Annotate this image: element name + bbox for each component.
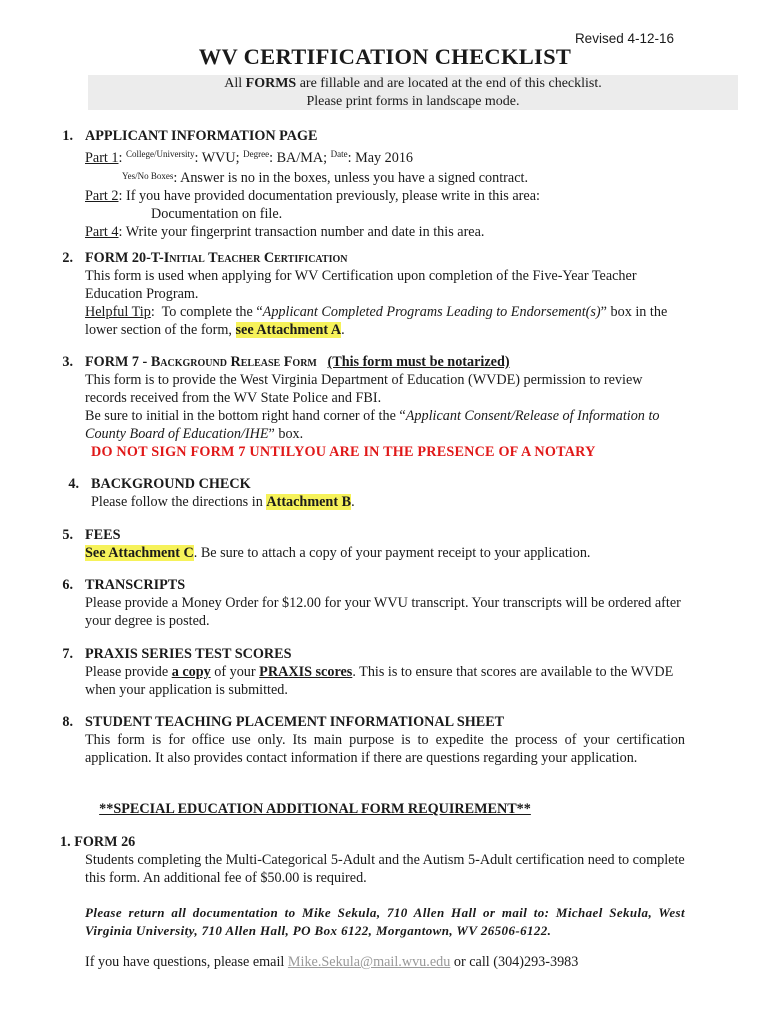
section-praxis	[62, 645, 685, 699]
part2-line: Part 2: If you have provided documentation previously, please write in this area:	[85, 188, 540, 204]
heading-part-a: FORM 7 -	[85, 354, 151, 370]
section-heading	[85, 353, 685, 371]
date-label: Date	[330, 149, 348, 159]
transcripts-text: Please provide a Money Order for $12.00 for your WVU transcript. Your transcripts will be ordered after your degree is posted.	[85, 595, 681, 629]
praxis-copy: a copy	[171, 664, 211, 680]
section-transcripts	[62, 576, 685, 630]
form26-text: Students completing the Multi-Categorical 5-Adult and the Autism 5-Adult certification need to complete this form. An additional fee of $50.00 is required.	[85, 852, 685, 886]
contact-post: or call (304)293-3983	[450, 954, 579, 970]
special-education-heading: **SPECIAL EDUCATION ADDITIONAL FORM REQUIREMENT**	[99, 801, 531, 817]
praxis-mid: of your	[210, 664, 260, 680]
contact-line	[85, 953, 705, 971]
section-heading: APPLICANT INFORMATION PAGE	[85, 128, 318, 144]
section-heading: PRAXIS SERIES TEST SCORES	[85, 646, 292, 662]
part4-text: Write your fingerprint transaction number and date in this area.	[125, 224, 485, 240]
yesno-line: $^{Yes/No Boxes}$: Answer is no in the boxes, unless you have a signed contract.	[122, 170, 528, 186]
section-number: 2.	[62, 250, 73, 266]
banner-text-pre: All	[224, 76, 246, 91]
tip-period: .	[341, 322, 345, 338]
section-number: 8.	[62, 714, 73, 730]
section-background-check	[68, 475, 691, 511]
heading-part-b: Initial Teacher Certification	[163, 250, 348, 266]
section-form-26	[60, 833, 685, 887]
document-title: WV CERTIFICATION CHECKLIST	[198, 44, 572, 69]
praxis-post: . This is to ensure that scores are available to the WVDE when your application is submitted.	[85, 664, 674, 698]
yesno-label: Yes/No Boxes	[122, 171, 174, 181]
return-instructions: Please return all documentation to Mike Sekula, 710 Allen Hall or mail to: Michael Sekula, West Virginia University, 710 Allen Hall, PO Box 6122, Morgantown, WV 26506-6122.	[85, 905, 685, 938]
notarized-note: (This form must be notarized)	[327, 354, 510, 370]
forms-notice-banner	[88, 75, 738, 110]
heading-part-b: Background Release Form	[150, 354, 317, 370]
form20t-description: This form is used when applying for WV Certification upon completion of the Five-Year Teacher Education Program.	[85, 268, 637, 302]
attachment-c-highlight: See Attachment C	[85, 545, 194, 561]
email-link[interactable]: Mike.Sekula@mail.wvu.edu	[287, 954, 451, 970]
part4-line: Part 4: Write your fingerprint transaction number and date in this area.	[85, 224, 485, 240]
form7-initial-instruction	[85, 407, 685, 443]
college-value: WVU;	[201, 150, 240, 166]
section-heading: STUDENT TEACHING PLACEMENT INFORMATIONAL SHEET	[85, 714, 505, 730]
banner-text-post: are fillable and are located at the end of this checklist.	[296, 76, 602, 91]
tip-post: ” box in the lower section of the form,	[85, 304, 668, 338]
section-applicant-info	[62, 127, 685, 241]
part2-text: If you have provided documentation previously, please write in this area:	[126, 188, 540, 204]
text-post: .	[351, 494, 355, 510]
tip-label: Helpful Tip	[85, 304, 151, 320]
text-pre: Please follow the directions in	[91, 494, 267, 510]
praxis-scores: PRAXIS scores	[259, 664, 353, 680]
section-number: 5.	[62, 527, 73, 543]
section-heading	[85, 249, 685, 267]
part1-line: Part 1: $^{College/University}$: WVU; $^{Degree}$: BA/MA; $^{Date}$: May 2016	[85, 149, 414, 166]
praxis-text	[85, 663, 685, 699]
section-number: 7.	[62, 646, 73, 662]
line2-pre: Be sure to initial in the bottom right hand corner of the “	[85, 408, 406, 424]
section-number: 3.	[62, 354, 73, 370]
section-form-7	[62, 353, 685, 461]
notary-warning: DO NOT SIGN FORM 7 UNTILYOU ARE IN THE PRESENCE OF A NOTARY	[91, 444, 596, 460]
date-value: May 2016	[355, 150, 414, 166]
praxis-pre: Please provide	[85, 664, 172, 680]
degree-value: BA/MA;	[276, 150, 328, 166]
student-teaching-text: This form is for office use only. Its main purpose is to expedite the process of your certification application. It also provides contact information if there are questions regarding your application.	[85, 732, 685, 766]
contact-pre: If you have questions, please email	[85, 954, 288, 970]
banner-forms-word: FORMS	[245, 76, 297, 91]
section-heading: BACKGROUND CHECK	[91, 476, 251, 492]
college-label: College/University	[126, 149, 195, 159]
helpful-tip: Helpful Tip: To complete the “Applicant Completed Programs Leading to Endorsement(s)” box in the lower section of the form, see Attachment A.	[85, 304, 668, 338]
section-number: 4.	[68, 476, 79, 492]
attachment-b-highlight: Attachment B	[266, 494, 352, 510]
part1-label: Part 1	[85, 150, 119, 166]
tip-italic: Applicant Completed Programs Leading to Endorsement(s)	[262, 304, 601, 320]
yesno-text: Answer is no in the boxes, unless you have a signed contract.	[180, 170, 528, 186]
section-number: 6.	[62, 577, 73, 593]
line2-italic: Applicant Consent/Release of Information to County Board of Education/IHE	[85, 408, 660, 442]
section-form-20t	[62, 249, 685, 339]
heading-part-a: FORM 20-T-	[85, 250, 164, 266]
tip-pre: To complete the “	[161, 304, 263, 320]
revision-date: Revised 4-12-16	[574, 31, 674, 46]
banner-line-2: Please print forms in landscape mode.	[306, 93, 520, 109]
line2-post: ” box.	[268, 426, 304, 442]
section-number: 1.	[62, 128, 73, 144]
part2-sub: Documentation on file.	[151, 206, 283, 222]
fees-text	[85, 544, 685, 562]
section-fees	[62, 526, 685, 562]
background-check-text	[91, 493, 691, 511]
form7-description: This form is to provide the West Virginia Department of Education (WVDE) permission to review records received from the WV State Police and FBI.	[85, 372, 643, 406]
section-heading: FEES	[85, 527, 121, 543]
fees-detail: . Be sure to attach a copy of your payment receipt to your application.	[193, 545, 591, 561]
attachment-a-highlight: see Attachment A	[235, 322, 342, 338]
part2-label: Part 2	[85, 188, 119, 204]
section-student-teaching	[62, 713, 685, 767]
degree-label: Degree	[243, 149, 270, 159]
section-heading: TRANSCRIPTS	[85, 577, 186, 593]
part4-label: Part 4	[85, 224, 119, 240]
section-heading: 1. FORM 26	[60, 834, 136, 850]
